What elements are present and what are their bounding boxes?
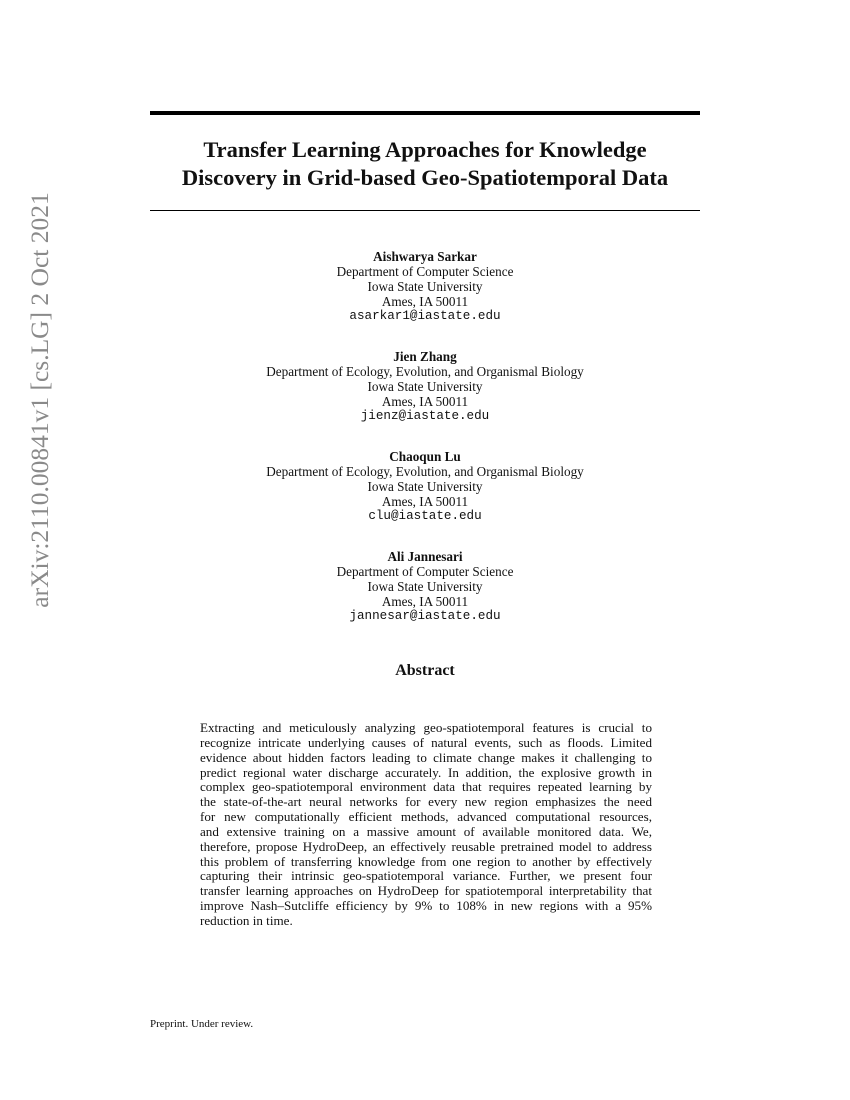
abstract-line: recognize intricate underlying causes of natural events, such as floods. Limited: [200, 734, 652, 750]
paper-title: [150, 136, 700, 192]
abstract-line: and extensive training on a massive amount of available monitored data. We,: [200, 823, 652, 839]
author-email: asarkar1@iastate.edu: [349, 309, 501, 324]
abstract-line: capturing their intrinsic geo-spatiotemporal variance. Further, we present four: [200, 868, 652, 884]
author-univ: Iowa State University: [367, 579, 483, 595]
abstract-line: this problem of transferring knowledge from one region to another by effectively: [200, 853, 652, 869]
abstract-line: improve Nash–Sutcliffe efficiency by 9% to 108% in new regions with a 95%: [200, 898, 652, 914]
author-block: [150, 249, 700, 324]
author-dept: Department of Computer Science: [336, 564, 514, 580]
abstract-line: therefore, propose HydroDeep, an effectively reusable pretrained model to address: [200, 838, 652, 854]
abstract-line: evidence about hidden factors leading to climate change makes it challenging to: [200, 749, 652, 765]
abstract-body: [200, 721, 652, 929]
author-email: clu@iastate.edu: [368, 509, 482, 524]
abstract-line: the state-of-the-art neural networks for every new region emphasizes the need: [200, 794, 652, 810]
author-univ: Iowa State University: [367, 479, 483, 495]
abstract-line: transfer learning approaches on HydroDeep for spatiotemporal interpretability that: [200, 883, 652, 899]
abstract-line: complex geo-spatiotemporal environment data that requires repeated learning by: [200, 779, 652, 795]
footer-note: Preprint. Under review.: [150, 1018, 254, 1030]
author-city: Ames, IA 50011: [381, 294, 469, 310]
abstract-line: reduction in time.: [200, 912, 293, 928]
title-line: Discovery in Grid-based Geo-Spatiotemporal Data: [181, 165, 669, 190]
bottom-rule: [150, 210, 700, 211]
author-name: Chaoqun Lu: [389, 449, 461, 464]
author-city: Ames, IA 50011: [381, 494, 469, 510]
title-line: Transfer Learning Approaches for Knowledge: [203, 137, 647, 162]
abstract-line: predict regional water discharge accurately. In addition, the explosive growth in: [200, 764, 652, 780]
author-name: Ali Jannesari: [387, 549, 463, 564]
author-city: Ames, IA 50011: [381, 594, 469, 610]
author-block: [150, 349, 700, 424]
abstract-heading: Abstract: [395, 662, 455, 679]
abstract-line: Extracting and meticulously analyzing geo-spatiotemporal features is crucial to: [200, 720, 652, 735]
abstract-line: for new computationally efficient methods, advanced computational resources,: [200, 809, 652, 825]
author-email: jannesar@iastate.edu: [349, 609, 501, 624]
author-block: [150, 549, 700, 624]
author-city: Ames, IA 50011: [381, 394, 469, 410]
author-dept: Department of Ecology, Evolution, and Organismal Biology: [266, 464, 584, 480]
arxiv-stamp: arXiv:2110.00841v1 [cs.LG] 2 Oct 2021: [25, 192, 54, 608]
author-univ: Iowa State University: [367, 379, 483, 395]
author-block: [150, 449, 700, 524]
author-name: Aishwarya Sarkar: [373, 249, 477, 264]
author-univ: Iowa State University: [367, 279, 483, 295]
top-rule: [150, 111, 700, 115]
author-dept: Department of Ecology, Evolution, and Organismal Biology: [266, 364, 584, 380]
author-name: Jien Zhang: [393, 349, 457, 364]
author-email: jienz@iastate.edu: [360, 409, 490, 424]
author-dept: Department of Computer Science: [336, 264, 514, 280]
